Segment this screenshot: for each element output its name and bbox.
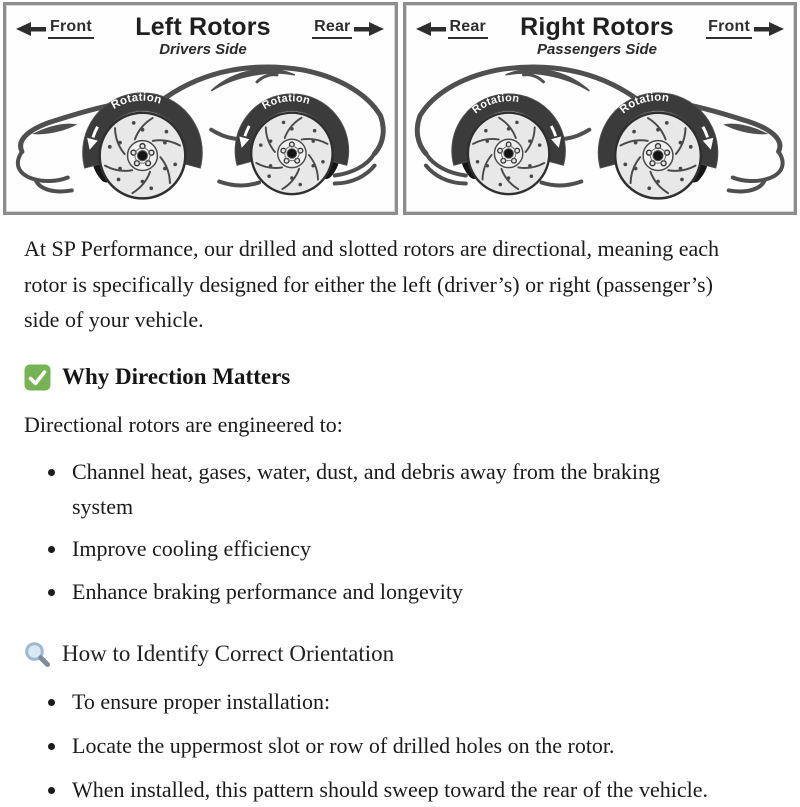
- section-lead: Directional rotors are engineered to:: [24, 411, 343, 437]
- rear-direction-label: [416, 18, 488, 39]
- benefits-list: [24, 454, 724, 609]
- arrow-right-icon: [354, 22, 384, 36]
- front-direction-label: [706, 18, 784, 39]
- list-item: • To ensure proper installation:: [68, 684, 724, 719]
- front-direction-label: [16, 18, 94, 39]
- panel-subtitle: Drivers Side: [159, 41, 247, 59]
- orientation-steps-list: [24, 684, 724, 807]
- arrow-left-icon: [16, 22, 46, 36]
- rear-direction-label: [312, 18, 384, 39]
- arrow-left-icon: [416, 22, 446, 36]
- intro-paragraph: At SP Performance, our drilled and slotted rotors are directional, meaning each rotor is specifically designed for either the left (driver’s) or right (passenger’s) side of your vehicle.: [24, 236, 720, 333]
- direction-label-text: Rear: [312, 18, 352, 39]
- panel-title: Left Rotors: [135, 13, 271, 41]
- panel-title: Right Rotors: [520, 13, 674, 41]
- right-panel-titles: [520, 14, 674, 58]
- list-item: • Locate the uppermost slot or row of drilled holes on the rotor.: [68, 728, 724, 763]
- right-rotors-panel: [403, 2, 798, 215]
- left-car-illustration: [6, 50, 395, 205]
- direction-label-text: Front: [48, 18, 94, 39]
- rotation-label: Rotation: [617, 91, 670, 117]
- rotation-label: Rotation: [260, 92, 312, 113]
- direction-label-text: Rear: [448, 18, 488, 39]
- section-heading-why-direction-matters: [24, 364, 772, 391]
- section-heading-identify-orientation: [24, 641, 772, 668]
- list-item: • Enhance braking performance and longevity: [68, 574, 724, 609]
- arrow-right-icon: [754, 22, 784, 36]
- rotor-direction-diagram: [0, 0, 800, 215]
- list-item: • Improve cooling efficiency: [68, 531, 724, 566]
- direction-label-text: Front: [706, 18, 752, 39]
- article-body: [0, 215, 800, 807]
- right-car-illustration: [406, 50, 795, 205]
- left-panel-titles: [135, 14, 271, 58]
- panel-subtitle: Passengers Side: [536, 41, 658, 59]
- list-item: • When installed, this pattern should sweep toward the rear of the vehicle.: [68, 772, 724, 807]
- check-mark-emoji-icon: [24, 364, 51, 391]
- section-title: How to Identify Correct Orientation: [62, 641, 395, 667]
- list-item: • Channel heat, gases, water, dust, and debris away from the braking system: [68, 454, 724, 524]
- rotation-label: Rotation: [109, 91, 164, 113]
- rotation-label: Rotation: [469, 92, 520, 117]
- magnifying-glass-emoji-icon: [24, 641, 51, 668]
- section-title: Why Direction Matters: [62, 364, 291, 390]
- left-rotors-panel: [3, 2, 398, 215]
